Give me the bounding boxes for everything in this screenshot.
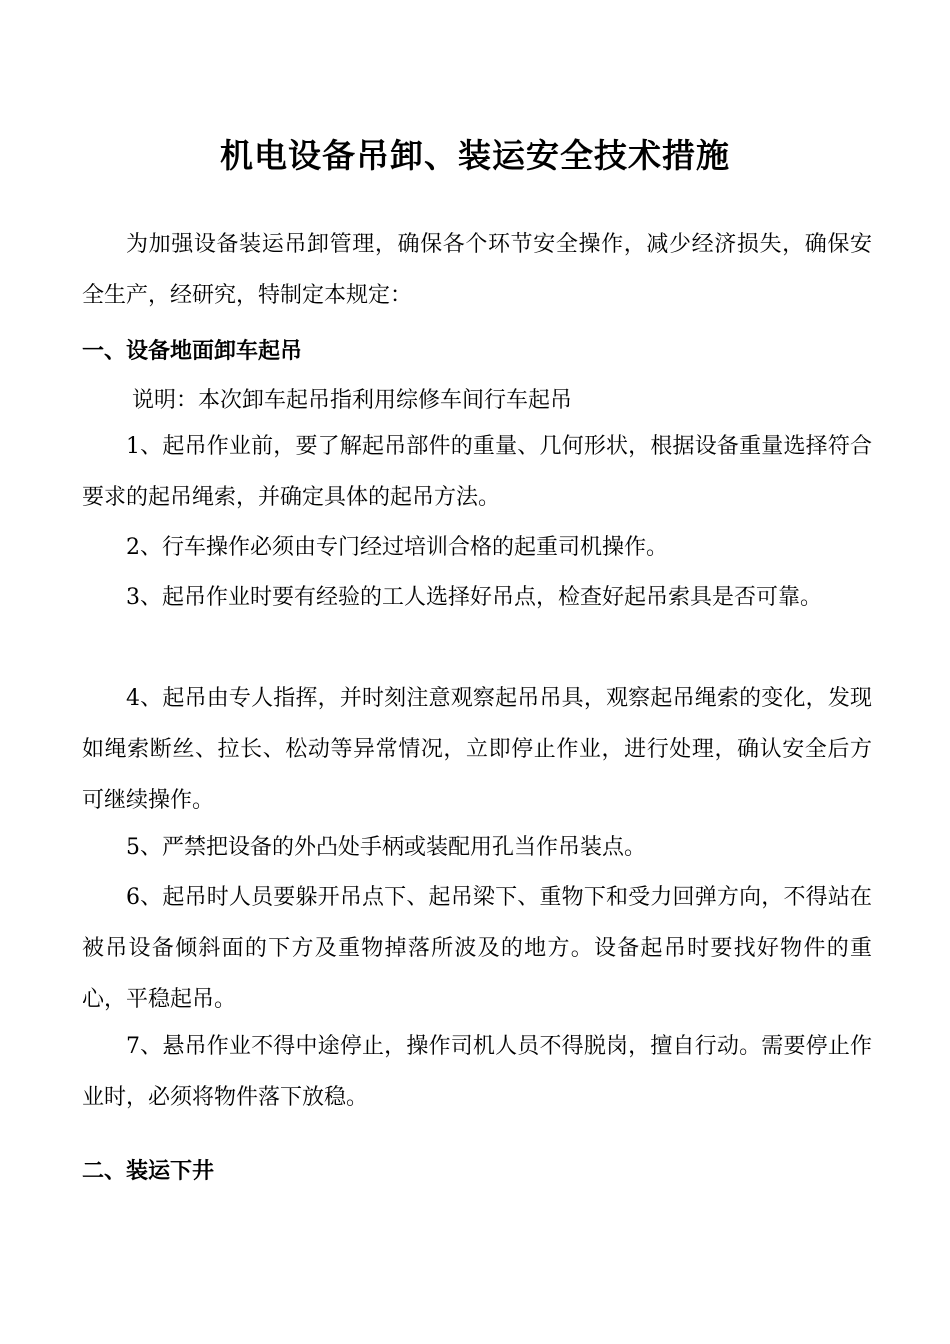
list-item: 3、起吊作业时要有经验的工人选择好吊点，检查好起吊索具是否可靠。 <box>126 585 822 610</box>
list-item: 2、行车操作必须由专门经过培训合格的起重司机操作。 <box>126 535 668 560</box>
document-title: 机电设备吊卸、装运安全技术措施 <box>220 136 730 175</box>
section-heading-2: 二、装运下井 <box>82 1158 215 1184</box>
list-item: 5、严禁把设备的外凸处手柄或装配用孔当作吊装点。 <box>126 835 646 860</box>
list-item: 4、起吊由专人指挥，并时刻注意观察起吊吊具，观察起吊绳索的变化，发现如绳索断丝、拉长、松动等异常情况，立即停止作业，进行处理，确认安全后方可继续操作。 <box>82 686 872 813</box>
list-item: 7、悬吊作业不得中途停止，操作司机人员不得脱岗，擅自行动。需要停止作业时，必须将物件落下放稳。 <box>82 1034 872 1110</box>
list-item: 1、起吊作业前，要了解起吊部件的重量、几何形状，根据设备重量选择符合要求的起吊绳索，并确定具体的起吊方法。 <box>82 434 872 510</box>
intro-paragraph: 为加强设备装运吊卸管理，确保各个环节安全操作，减少经济损失，确保安全生产，经研究，特制定本规定： <box>82 232 872 308</box>
section-note: 说明：本次卸车起吊指利用综修车间行车起吊 <box>132 388 573 413</box>
list-item: 6、起吊时人员要躲开吊点下、起吊梁下、重物下和受力回弹方向，不得站在被吊设备倾斜面的下方及重物掉落所波及的地方。设备起吊时要找好物件的重心，平稳起吊。 <box>82 885 872 1012</box>
section-heading-1: 一、设备地面卸车起吊 <box>82 338 303 364</box>
